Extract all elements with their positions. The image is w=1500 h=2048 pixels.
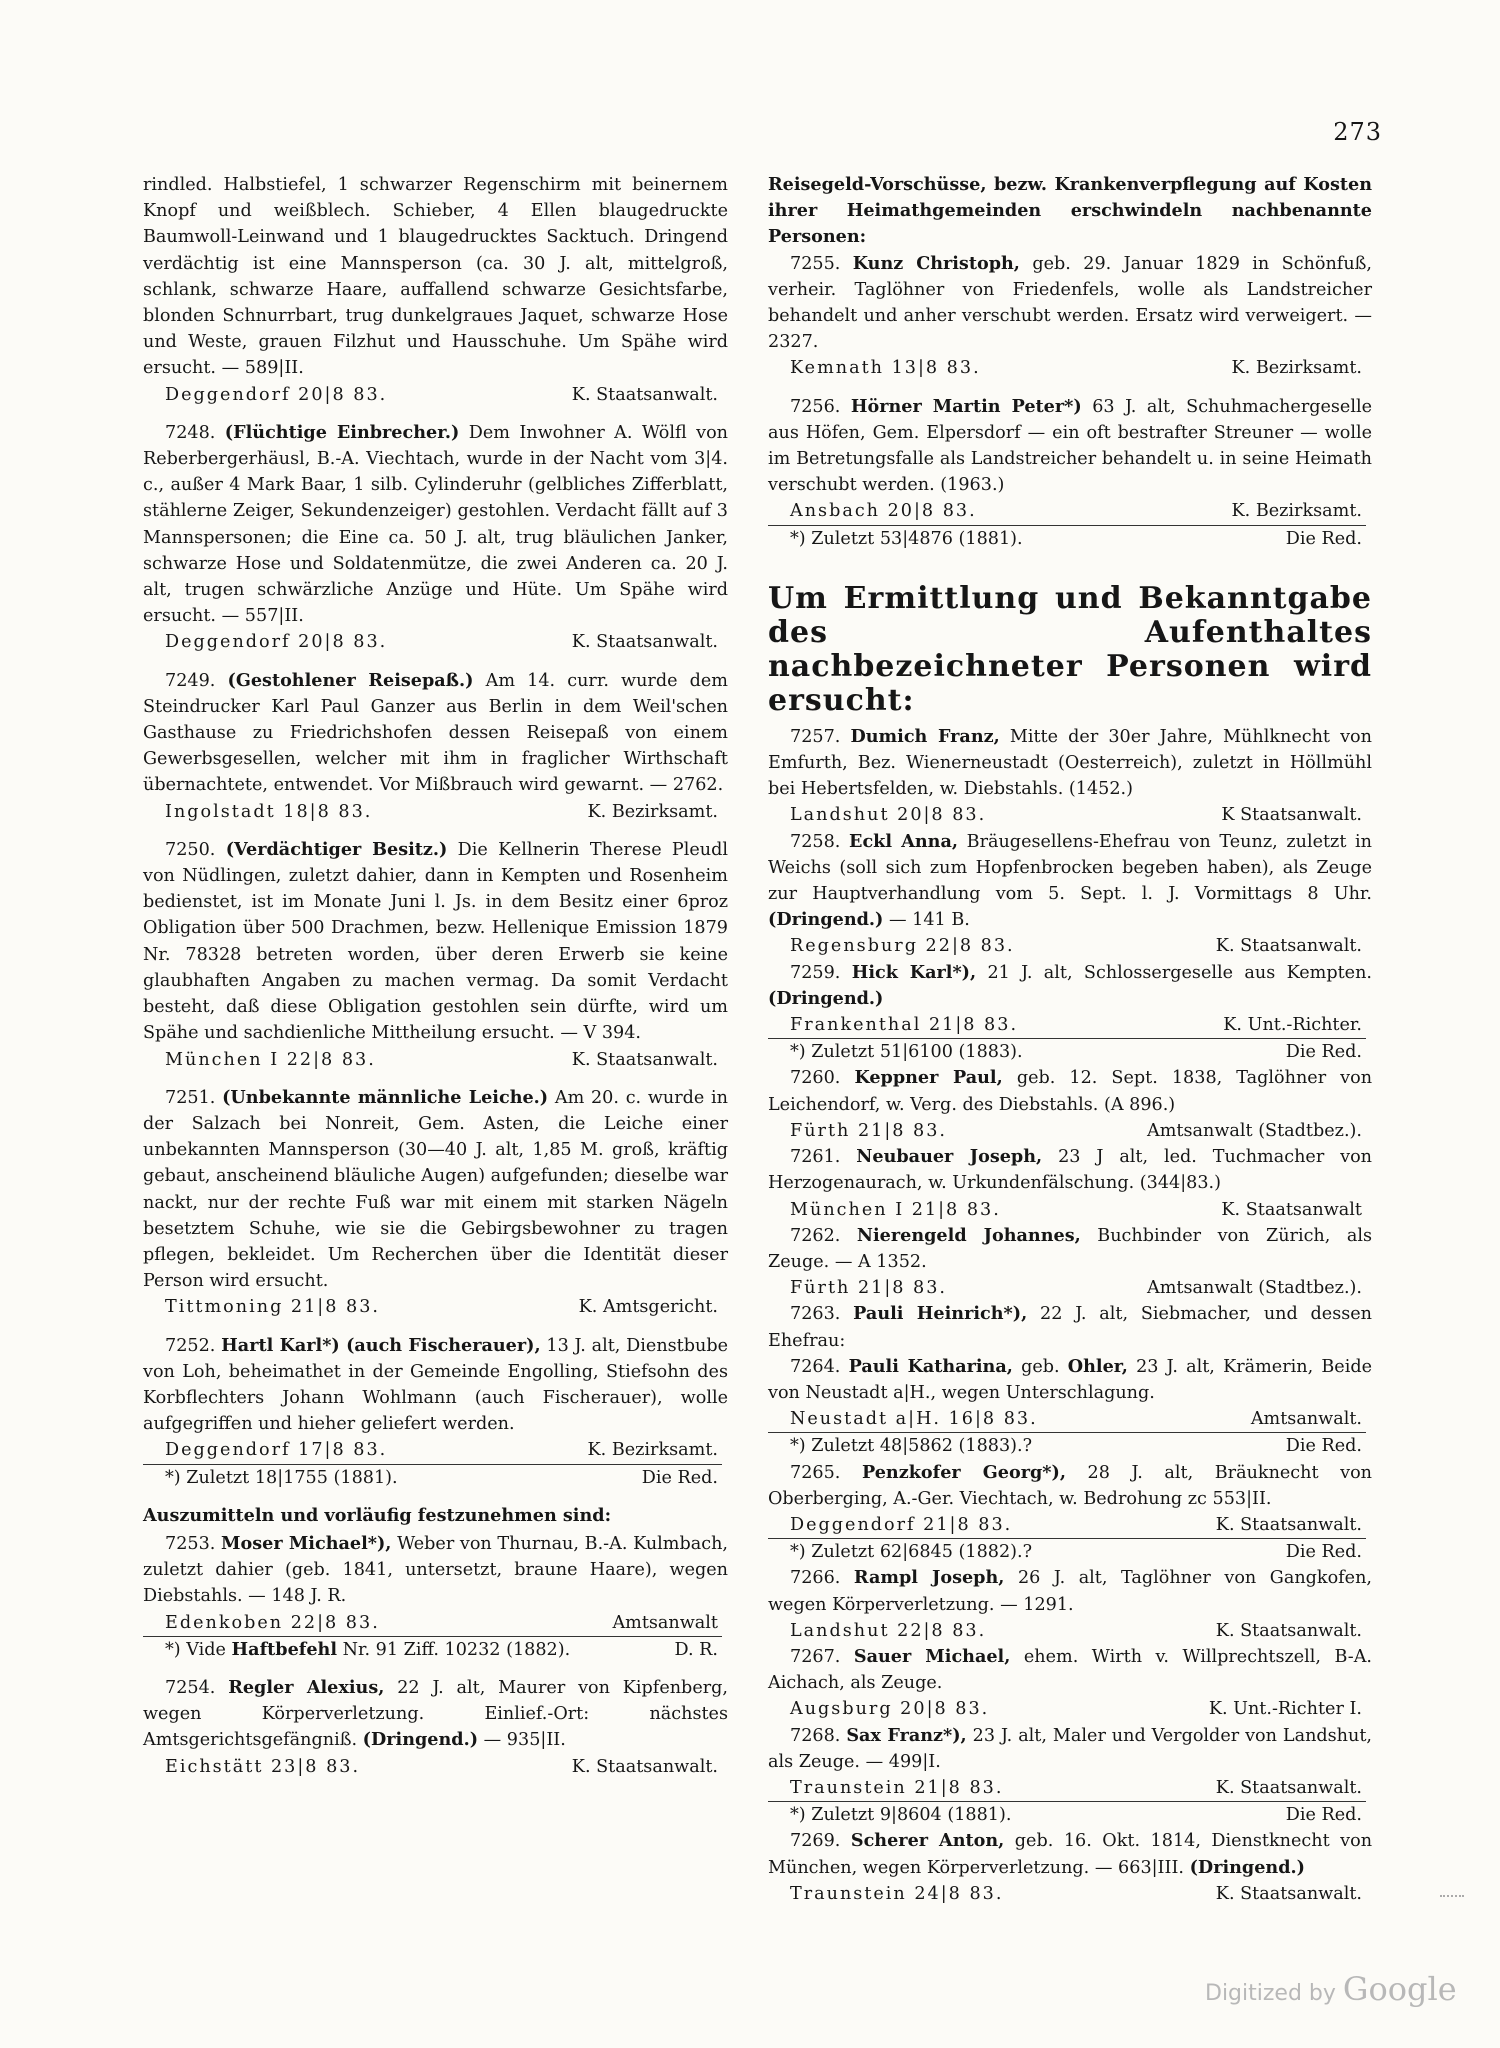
entry-name: Kunz Christoph, — [852, 252, 1020, 274]
entry-number: 7261. — [790, 1147, 841, 1168]
entry-title: (Verdächtiger Besitz.) — [225, 838, 448, 860]
place-date: Deggendorf 20|8 83. — [165, 632, 388, 653]
office: K. Amtsgericht. — [578, 1297, 718, 1318]
place-date: Kemnath 13|8 83. — [790, 358, 981, 379]
footnote-suffix: Nr. 91 Ziff. 10232 (1882). — [337, 1639, 571, 1660]
entry-7248 — [143, 420, 728, 630]
entry-name: Hartl Karl*) (auch Fischerauer), — [221, 1334, 541, 1356]
section-heading-travel: Reisegeld-Vorschüsse, bezw. Krankenverpflegung auf Kosten ihrer Heimathgemeinden erschwindeln nachbenannte Personen: — [768, 174, 1372, 248]
office: K. Staatsanwalt. — [1215, 1883, 1362, 1904]
entry-text: geb. — [1021, 1356, 1060, 1377]
footnote-bold: Haftbefehl — [231, 1638, 337, 1660]
office: Amtsanwalt (Stadtbez.). — [1147, 1278, 1362, 1299]
entry-text: 22 J. alt, Siebmacher, und dessen Ehefrau: — [768, 1304, 1373, 1351]
entry-name: Pauli Katharina, — [848, 1355, 1013, 1377]
entry-7263 — [768, 1301, 1372, 1353]
footnote-text: *) Zuletzt 62|6845 (1882).? — [790, 1542, 1033, 1563]
footnote-sig: Die Red. — [1285, 1042, 1362, 1063]
footnote — [768, 1539, 1372, 1565]
place-date: Neustadt a|H. 16|8 83. — [790, 1409, 1038, 1430]
place-date: Deggendorf 20|8 83. — [165, 384, 388, 405]
watermark-prefix: Digitized by — [1205, 1981, 1336, 2006]
footnote-sig: Die Red. — [1285, 528, 1362, 549]
entry-7253 — [143, 1531, 728, 1610]
place-date: Traunstein 24|8 83. — [790, 1883, 1004, 1904]
office: K. Staatsanwalt. — [1215, 1514, 1362, 1535]
office: Amtsanwalt (Stadtbez.). — [1147, 1120, 1362, 1141]
entry-name: Scherer Anton, — [850, 1830, 1005, 1852]
entry-7257 — [768, 724, 1372, 803]
corner-dots — [1440, 1895, 1464, 1901]
entry-name: Pauli Heinrich*), — [853, 1303, 1028, 1325]
office: K. Staatsanwalt. — [571, 384, 718, 405]
entry-text: Mitte der 30er Jahre, Mühlknecht von Emfurth, Bez. Wienerneustadt (Oesterreich), zuletzt in Höllmühl bei Hebertsfelden, w. Diebstahls. (1452.) — [768, 726, 1372, 800]
office: K. Bezirksamt. — [1231, 358, 1362, 379]
signature-line — [768, 933, 1372, 959]
urgent-marker: (Dringend.) — [768, 909, 884, 931]
signature-line — [768, 498, 1372, 524]
urgent-marker: (Dringend.) — [362, 1729, 479, 1751]
entry-7262 — [768, 1223, 1372, 1275]
entry-title: (Gestohlener Reisepaß.) — [227, 669, 474, 691]
entry-text: 21 J. alt, Schlossergeselle aus Kempten. — [987, 962, 1373, 983]
signature-line — [768, 1012, 1372, 1038]
entry-7268 — [768, 1723, 1372, 1775]
footnote — [143, 1465, 728, 1491]
entry-number: 7256. — [790, 396, 841, 417]
place-date: Deggendorf 17|8 83. — [165, 1440, 388, 1461]
signature-line — [768, 1197, 1372, 1223]
entry-7260 — [768, 1065, 1372, 1117]
entry-name: Hick Karl*), — [851, 961, 977, 983]
place-date: Fürth 21|8 83. — [790, 1278, 948, 1299]
place-date: Landshut 22|8 83. — [790, 1620, 987, 1641]
signature-line — [768, 1618, 1372, 1644]
entry-ref: — 935|II. — [483, 1730, 566, 1751]
place-date: Landshut 20|8 83. — [790, 805, 987, 826]
main-section-heading: Um Ermittlung und Bekanntgabe des Aufenthaltes nachbezeichneter Personen wird ersucht: — [768, 580, 1372, 718]
signature-line — [143, 1754, 728, 1780]
signature-line — [143, 1047, 728, 1073]
footnote — [768, 1433, 1372, 1459]
entry-7249 — [143, 668, 728, 799]
office: K. Staatsanwalt. — [1215, 936, 1362, 957]
entry-name: Keppner Paul, — [854, 1067, 1003, 1089]
footnote-sig: Die Red. — [1285, 1542, 1362, 1563]
entry-7255 — [768, 251, 1372, 356]
entry-number: 7249. — [165, 670, 216, 691]
place-date: Traunstein 21|8 83. — [790, 1777, 1004, 1798]
urgent-marker: (Dringend.) — [768, 987, 884, 1009]
entry-number: 7266. — [790, 1568, 841, 1589]
footnote-text: *) Zuletzt 9|8604 (1881). — [790, 1805, 1012, 1826]
signature-line — [143, 1437, 728, 1463]
entry-7261 — [768, 1144, 1372, 1196]
signature-line — [143, 799, 728, 825]
signature-line — [143, 382, 728, 408]
entry-name: Penzkofer Georg*), — [861, 1461, 1066, 1483]
entry-name: Neubauer Joseph, — [856, 1146, 1043, 1168]
entry-text: geb. 16. Okt. 1814, Dienstknecht von München, wegen Körperverletzung. — 663|III. — [768, 1831, 1373, 1878]
entry-text: Die Kellnerin Therese Pleudl von Nüdlingen, zuletzt dahier, dann in Kempten und Rosenheim bedienstet, ist im Monate Juni l. Js. in dem Besitz einer 6proz Obligation über 500 Drachmen, bezw. Hellenique Emission 1879 Nr. 78328 betreten worden, über deren Erwerb sie keine glaubhaften Angaben zu machen vermag. Da somit Verdacht besteht, daß diese Obligation gestohlen sein dürfte, wird um Spähe und sachdienliche Mittheilung ersucht. — V 394. — [143, 839, 729, 1044]
entry-7267 — [768, 1644, 1372, 1696]
office: K. Staatsanwalt. — [571, 632, 718, 653]
entry-7256 — [768, 394, 1372, 499]
signature-line — [768, 1118, 1372, 1144]
footnote-sig: Die Red. — [641, 1467, 718, 1488]
entry-number: 7254. — [165, 1677, 216, 1698]
entry-text: Am 20. c. wurde in der Salzach bei Nonreit, Gem. Asten, die Leiche einer unbekannten Mannsperson (30—40 J. alt, 1,85 M. groß, kräftig gebaut, anscheinend bläuliche Augen) aufgefunden; dieselbe war nackt, nur der rechte Fuß war mit einem mit starken Nägeln besetztem Schuhe, wie sie die Gebirgsbewohner zu tragen pflegen, bekleidet. Um Recherchen über die Identität dieser Person wird ersucht. — [143, 1087, 729, 1292]
signature-line — [143, 1294, 728, 1320]
entry-number: 7262. — [790, 1225, 841, 1246]
footnote-text: *) Zuletzt 18|1755 (1881). — [165, 1467, 398, 1488]
footnote-text — [165, 1637, 570, 1663]
entry-7258 — [768, 829, 1372, 934]
signature-line — [768, 1696, 1372, 1722]
place-date: Eichstätt 23|8 83. — [165, 1756, 361, 1777]
entry-7247-continuation — [143, 172, 728, 382]
entry-7252 — [143, 1333, 728, 1438]
office: K. Bezirksamt. — [587, 801, 718, 822]
signature-line — [143, 629, 728, 655]
entry-text: Am 14. curr. wurde dem Steindrucker Karl Paul Ganzer aus Berlin in dem Weil'schen Gasthause zu Friedrichshofen dessen Reisepaß von einem Gewerbsgesellen, welcher mit ihm in fraglicher Wirthschaft übernachtete, entwendet. Vor Mißbrauch wird gewarnt. — 2762. — [143, 670, 728, 796]
office: Amtsanwalt. — [1250, 1409, 1362, 1430]
section-heading: Auszumitteln und vorläufig festzunehmen sind: — [143, 1504, 612, 1526]
entry-number: 7248. — [165, 422, 216, 443]
footnote-text: *) Zuletzt 51|6100 (1883). — [790, 1042, 1023, 1063]
entry-number: 7269. — [790, 1831, 841, 1852]
entry-7250 — [143, 837, 728, 1047]
entry-7269 — [768, 1828, 1372, 1880]
entry-text: Buchbinder von Zürich, als Zeuge. — A 1352. — [768, 1225, 1373, 1272]
entry-text: 63 J. alt, Schuhmachergeselle aus Höfen, Gem. Elpersdorf — ein oft bestrafter Streuner — wolle im Betretungsfalle als Landstreicher behandelt u. in seine Heimath verschubt werden. (1963.) — [768, 396, 1373, 496]
place-date: Ansbach 20|8 83. — [790, 501, 977, 522]
office: K. Staatsanwalt. — [571, 1756, 718, 1777]
entry-7254 — [143, 1675, 728, 1754]
entry-number: 7257. — [790, 726, 841, 747]
place-date: Edenkoben 22|8 83. — [165, 1612, 380, 1633]
entry-text: Dem Inwohner A. Wölfl von Reberbergerhäusl, B.-A. Viechtach, wurde in der Nacht vom 3|4. c., außer 4 Mark Baar, 1 silb. Cylinderuhr (gelbliches Zifferblatt, stählerne Zeiger, Sekundenzeiger) gestohlen. Verdacht fällt auf 3 Mannspersonen; die Eine ca. 50 J. alt, trug bläulichen Janker, schwarze Hose und Soldatenmütze, die zwei Anderen ca. 20 J. alt, trugen schwärzliche Anzüge und Hüte. Um Spähe wird ersucht. — 557|II. — [143, 422, 728, 627]
entry-name: Hörner Martin Peter*) — [850, 395, 1082, 417]
entry-text: ehem. Wirth v. Willprechtszell, B-A. Aichach, als Zeuge. — [768, 1646, 1373, 1694]
footnote-text: *) Zuletzt 53|4876 (1881). — [790, 528, 1023, 549]
signature-line — [768, 1775, 1372, 1801]
place-date: Augsburg 20|8 83. — [790, 1699, 990, 1720]
signature-line — [768, 1512, 1372, 1538]
entry-7266 — [768, 1565, 1372, 1617]
footnote-prefix: *) Vide — [165, 1639, 232, 1660]
entry-text: rindled. Halbstiefel, 1 schwarzer Regenschirm mit beinernem Knopf und weißblech. Schieber, 4 Ellen blaugedruckte Baumwoll-Leinwand und 1 blaugedrucktes Sacktuch. Dringend verdächtig ist eine Mannsperson (ca. 30 J. alt, mittelgroß, schlank, schwarze Haare, auffallend schwarze Gesichtsfarbe, blonden Schnurrbart, trug dunkelgraues Jaquet, schwarze Hose und Weste, grauen Filzhut und Hausschuhe. Um Spähe wird ersucht. — 589|II. — [143, 175, 728, 379]
entry-number: 7252. — [165, 1335, 216, 1356]
entry-name: Moser Michael*), — [221, 1532, 392, 1554]
place-date: Frankenthal 21|8 83. — [790, 1015, 1019, 1036]
entry-text-2: 23 J. alt, Krämerin, Beide von Neustadt a|H., wegen Unterschlagung. — [768, 1356, 1372, 1403]
footnote-text: *) Zuletzt 48|5862 (1883).? — [790, 1436, 1033, 1457]
entry-name: Eckl Anna, — [849, 830, 958, 852]
entry-number: 7259. — [790, 962, 841, 983]
office: K. Staatsanwalt — [1221, 1199, 1362, 1220]
entry-text: 13 J. alt, Dienstbube von Loh, beheimathet in der Gemeinde Engolling, Stiefsohn des Korbflechters Johann Wohlmann (auch Fischerauer), wolle aufgegriffen und hieher geliefert werden. — [143, 1335, 729, 1435]
entry-text: 22 J. alt, Maurer von Kipfenberg, wegen Körperverletzung. Einlief.-Ort: nächstes Amtsgerichtsgefängniß. — [143, 1677, 728, 1751]
place-date: Tittmoning 21|8 83. — [165, 1297, 381, 1318]
office: K. Staatsanwalt. — [571, 1049, 718, 1070]
entry-text: 23 J. alt, Maler und Vergolder von Landshut, als Zeuge. — 499|I. — [768, 1725, 1373, 1772]
entry-number: 7260. — [790, 1068, 841, 1089]
page-number: 273 — [1333, 118, 1382, 146]
entry-7251 — [143, 1085, 728, 1295]
entry-number: 7255. — [790, 253, 841, 274]
office: Amtsanwalt — [612, 1612, 718, 1633]
place-date: München I 22|8 83. — [165, 1049, 376, 1070]
entry-name: Rampl Joseph, — [853, 1567, 1005, 1589]
entry-number: 7253. — [165, 1533, 216, 1554]
entry-number: 7251. — [165, 1087, 216, 1108]
entry-number: 7265. — [790, 1462, 841, 1483]
right-column — [768, 172, 1372, 1907]
entry-text: Weber von Thurnau, B.-A. Kulmbach, zuletzt dahier (geb. 1841, untersetzt, braune Haare), wegen Diebstahls. — 148 J. R. — [143, 1533, 729, 1607]
entry-name: Sauer Michael, — [853, 1645, 1011, 1667]
entry-name: Regler Alexius, — [228, 1676, 385, 1698]
urgent-marker: (Dringend.) — [1189, 1856, 1305, 1878]
footnote-sig: Die Red. — [1285, 1805, 1362, 1826]
place-date: Deggendorf 21|8 83. — [790, 1514, 1013, 1535]
signature-line — [768, 802, 1372, 828]
entry-text: Bräugesellens-Ehefrau von Teunz, zuletzt in Weichs (soll sich zum Hopfenbrocken begeben haben), als Zeuge zur Hauptverhandlung vom 5. Sept. l. J. Vormittags 8 Uhr. — [768, 831, 1373, 905]
entry-text: 23 J alt, led. Tuchmacher von Herzogenaurach, w. Urkundenfälschung. (344|83.) — [768, 1147, 1373, 1194]
entry-number: 7258. — [790, 831, 841, 852]
place-date: Regensburg 22|8 83. — [790, 936, 1015, 957]
entry-number: 7267. — [790, 1646, 841, 1667]
signature-line — [768, 355, 1372, 381]
footnote — [768, 1039, 1372, 1065]
entry-name: Dumich Franz, — [850, 725, 1000, 747]
signature-line — [768, 1881, 1372, 1907]
entry-ref: — 141 B. — [888, 910, 970, 931]
signature-line — [768, 1406, 1372, 1432]
signature-line — [143, 1610, 728, 1636]
place-date: München I 21|8 83. — [790, 1199, 1001, 1220]
entry-number: 7250. — [165, 839, 216, 860]
entry-name-2: Ohler, — [1067, 1355, 1128, 1377]
office: K. Staatsanwalt. — [1215, 1777, 1362, 1798]
entry-title: (Unbekannte männliche Leiche.) — [222, 1086, 549, 1108]
footnote — [768, 526, 1372, 552]
entry-text: 26 J. alt, Taglöhner von Gangkofen, wegen Körperverletzung. — 1291. — [768, 1568, 1373, 1615]
digitized-watermark — [1205, 1970, 1457, 2008]
entry-text: 28 J. alt, Bräuknecht von Oberberging, A.-Ger. Viechtach, w. Bedrohung zc 553|II. — [768, 1462, 1373, 1509]
entry-number: 7268. — [790, 1725, 841, 1746]
entry-name: Nierengeld Johannes, — [856, 1224, 1081, 1246]
entry-text: geb. 29. Januar 1829 in Schönfuß, verheir. Taglöhner von Friedenfels, wolle als Landstreicher behandelt und anher verschubt werden. Ersatz wird verweigert. — 2327. — [768, 253, 1372, 353]
footnote-sig: Die Red. — [1285, 1436, 1362, 1457]
entry-7265 — [768, 1460, 1372, 1512]
office: K Staatsanwalt. — [1221, 805, 1362, 826]
office: K. Unt.-Richter. — [1223, 1015, 1362, 1036]
office: K. Bezirksamt. — [1231, 501, 1362, 522]
entry-7259 — [768, 960, 1372, 1012]
signature-line — [768, 1275, 1372, 1301]
entry-title: (Flüchtige Einbrecher.) — [224, 421, 460, 443]
office: K. Staatsanwalt. — [1215, 1620, 1362, 1641]
entry-text: geb. 12. Sept. 1838, Taglöhner von Leichendorf, w. Verg. des Diebstahls. (A 896.) — [768, 1068, 1373, 1115]
footnote — [143, 1637, 728, 1663]
entry-number: 7263. — [790, 1304, 841, 1325]
office: K. Unt.-Richter I. — [1208, 1699, 1362, 1720]
entry-name: Sax Franz*), — [846, 1724, 967, 1746]
office: K. Bezirksamt. — [587, 1440, 718, 1461]
place-date: Ingolstadt 18|8 83. — [165, 801, 373, 822]
entry-7264 — [768, 1354, 1372, 1406]
left-column — [143, 172, 728, 1780]
footnote-sig: D. R. — [674, 1639, 718, 1660]
entry-number: 7264. — [790, 1356, 841, 1377]
google-logo: Google — [1342, 1970, 1457, 2008]
footnote — [768, 1802, 1372, 1828]
place-date: Fürth 21|8 83. — [790, 1120, 948, 1141]
